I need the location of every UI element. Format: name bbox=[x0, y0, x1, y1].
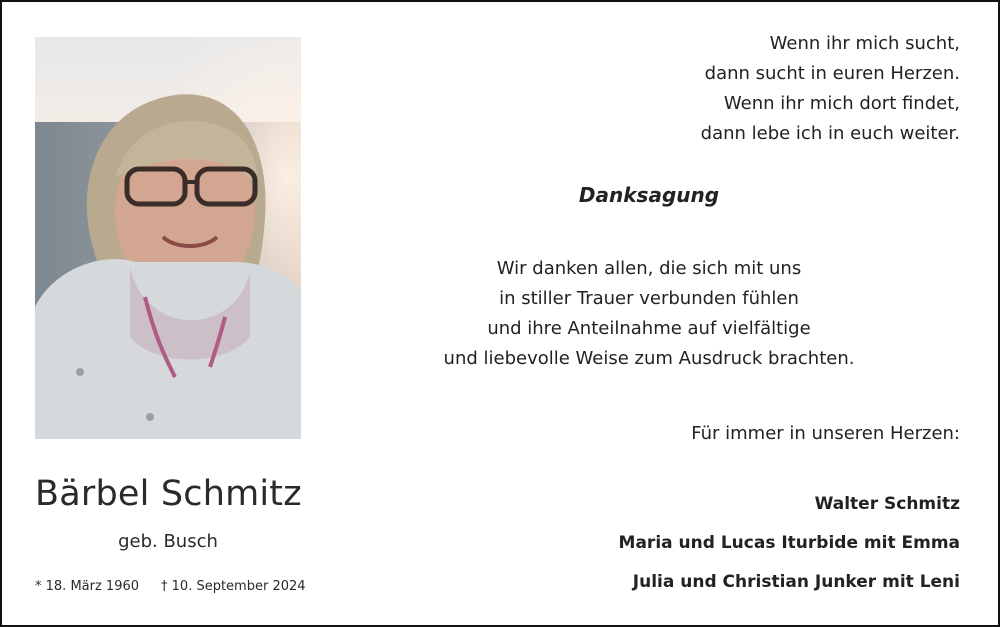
mourner-name: Maria und Lucas Iturbide mit Emma bbox=[618, 533, 960, 553]
death-date: † 10. September 2024 bbox=[161, 579, 306, 594]
heading-danksagung: Danksagung bbox=[578, 183, 720, 207]
poem-line: dann lebe ich in euch weiter. bbox=[700, 123, 960, 144]
thanks-line: und ihre Anteilnahme auf vielfältige bbox=[487, 318, 811, 339]
thanks-text bbox=[399, 254, 899, 374]
mourner-name: Walter Schmitz bbox=[814, 494, 960, 514]
forever-line: Für immer in unseren Herzen: bbox=[691, 423, 960, 444]
poem-line: dann sucht in euren Herzen. bbox=[704, 63, 960, 84]
thanks-line: und liebevolle Weise zum Ausdruck brachten. bbox=[443, 348, 855, 369]
mourner-name: Julia und Christian Junker mit Leni bbox=[632, 572, 960, 592]
thanks-line: in stiller Trauer verbunden fühlen bbox=[499, 288, 799, 309]
maiden-name: geb. Busch bbox=[118, 531, 218, 552]
portrait-photo bbox=[35, 37, 301, 439]
poem-line: Wenn ihr mich dort findet, bbox=[723, 93, 960, 114]
mourners-list bbox=[460, 493, 960, 610]
birth-date: * 18. März 1960 bbox=[35, 579, 140, 594]
thanks-line: Wir danken allen, die sich mit uns bbox=[496, 258, 802, 279]
deceased-name: Bärbel Schmitz bbox=[35, 474, 302, 514]
poem bbox=[560, 29, 960, 149]
life-dates bbox=[35, 579, 335, 594]
poem-line: Wenn ihr mich sucht, bbox=[769, 33, 960, 54]
